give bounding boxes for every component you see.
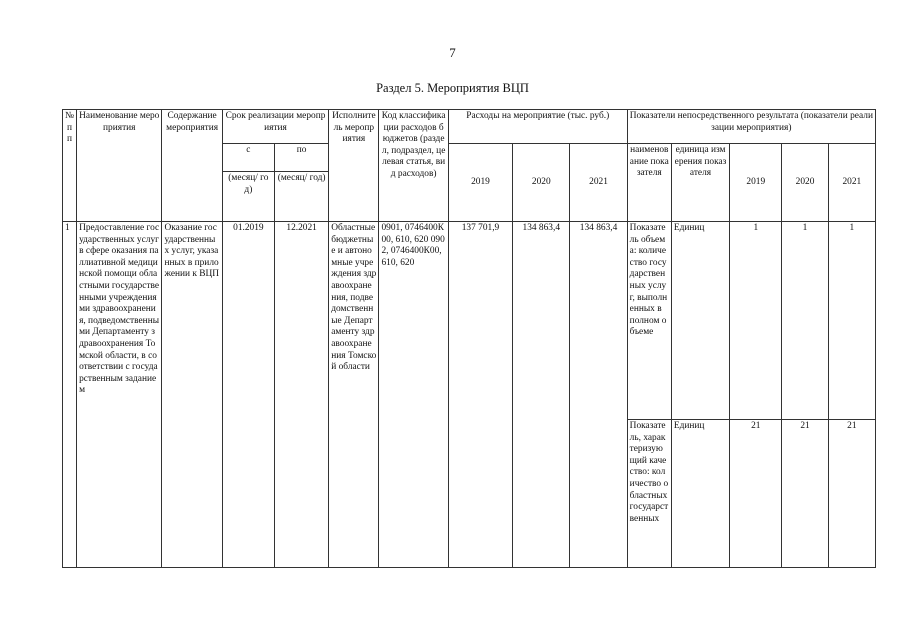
indicator-2019: 21 xyxy=(730,420,782,568)
header-content: Содержание мероприятия xyxy=(162,110,222,222)
row-executor: Областные бюджетные и автономные учреждения здравоохранения, подведомственные Департаменту здравоохранения Томской области xyxy=(329,222,379,568)
header-code: Код классификации расходов бюджетов (раздел, подраздел, целевая статья, вид расходов) xyxy=(379,110,448,222)
header-year-2021: 2021 xyxy=(570,144,627,222)
indicator-name: Показатель объема: количество государственных услуг, выполненных в полном объеме xyxy=(627,222,671,420)
indicator-2019: 1 xyxy=(730,222,782,420)
page-number: 7 xyxy=(449,45,456,60)
header-indicators: Показатели непосредственного результата (показатели реализации мероприятия) xyxy=(627,110,875,144)
indicator-2021: 1 xyxy=(828,222,875,420)
indicator-unit: Единиц xyxy=(671,222,729,420)
header-expenses: Расходы на мероприятие (тыс. руб.) xyxy=(448,110,627,144)
header-to: по xyxy=(275,144,329,172)
row-name: Предоставление государственных услуг в сфере оказания паллиативной медицинской помощи областными государственными учреждениями здравоохранения, подведомственными Департаменту здравоохранения Томской области, в соответствии с государственным заданием xyxy=(77,222,162,568)
header-name: Наименование мероприятия xyxy=(77,110,162,222)
header-indicator-2021: 2021 xyxy=(828,144,875,222)
header-executor: Исполнитель мероприятия xyxy=(329,110,379,222)
header-to-format: (месяц/ год) xyxy=(275,172,329,222)
header-from-format: (месяц/ год) xyxy=(222,172,274,222)
measures-table xyxy=(62,109,876,568)
header-from: с xyxy=(222,144,274,172)
row-expense-2020: 134 863,4 xyxy=(513,222,570,568)
header-year-2020: 2020 xyxy=(513,144,570,222)
section-title: Раздел 5. Мероприятия ВЦП xyxy=(376,81,529,95)
indicator-name: Показатель, характеризующий качество: количество областных государственных xyxy=(627,420,671,568)
row-content: Оказание государственных услуг, указанных в приложении к ВЦП xyxy=(162,222,222,568)
indicator-2020: 1 xyxy=(782,222,828,420)
indicator-2021: 21 xyxy=(828,420,875,568)
header-indicator-2019: 2019 xyxy=(730,144,782,222)
header-year-2019: 2019 xyxy=(448,144,512,222)
table-row xyxy=(63,222,876,420)
indicator-2020: 21 xyxy=(782,420,828,568)
header-period: Срок реализации мероприятия xyxy=(222,110,329,144)
row-to: 12.2021 xyxy=(275,222,329,568)
row-expense-2021: 134 863,4 xyxy=(570,222,627,568)
row-num: 1 xyxy=(63,222,77,568)
row-expense-2019: 137 701,9 xyxy=(448,222,512,568)
header-indicator-unit: единица измерения показателя xyxy=(671,144,729,222)
indicator-unit: Единиц xyxy=(671,420,729,568)
header-indicator-name: наименование показателя xyxy=(627,144,671,222)
header-num: № пп xyxy=(63,110,77,222)
row-from: 01.2019 xyxy=(222,222,274,568)
row-code: 0901, 0746400К00, 610, 620 0902, 0746400К00, 610, 620 xyxy=(379,222,448,568)
header-indicator-2020: 2020 xyxy=(782,144,828,222)
